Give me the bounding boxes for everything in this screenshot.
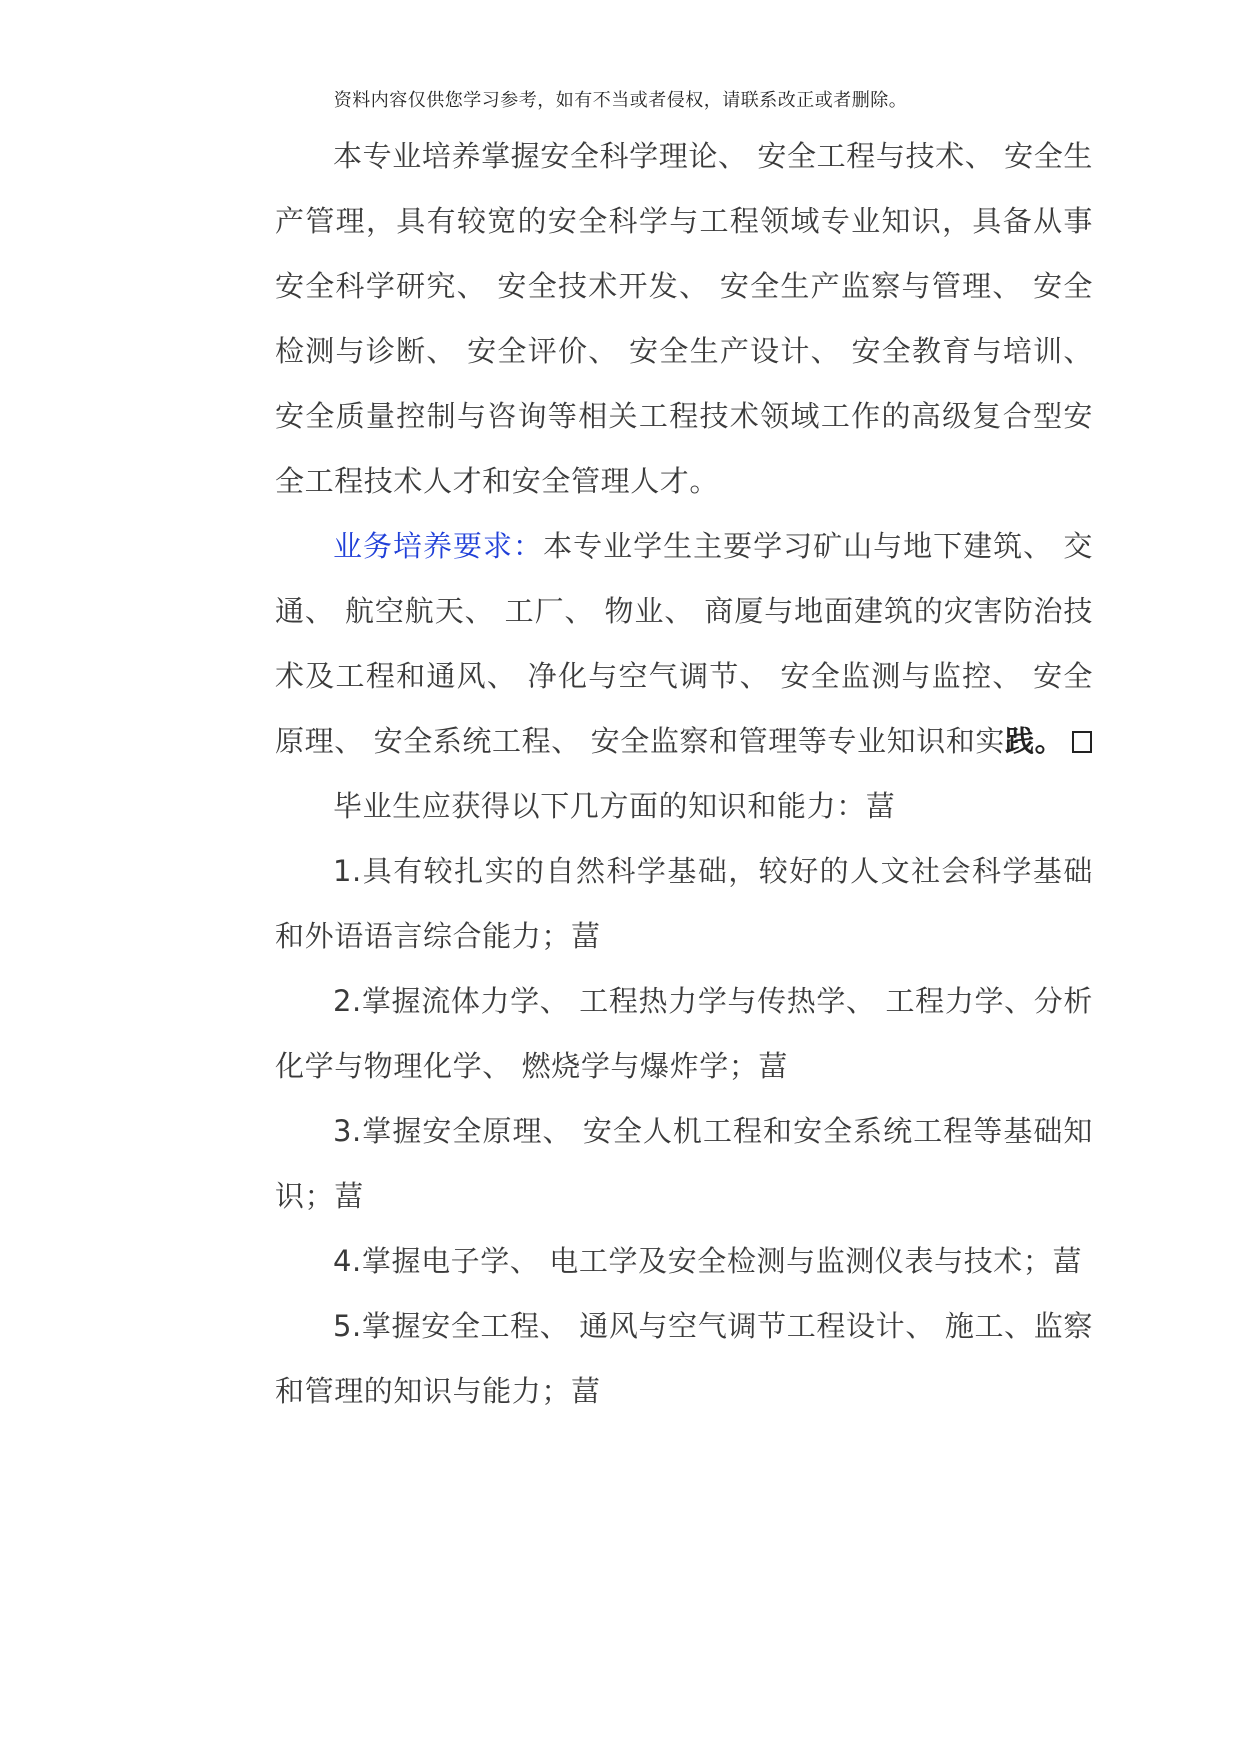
list-item-2: 2.掌握流体力学、 工程热力学与传热学、 工程力学、分析化学与物理化学、 燃烧学与爆炸学；葍 [275,984,1093,1083]
list-item-1: 1.具有较扎实的自然科学基础，较好的人文社会科学基础和外语语言综合能力；葍 [275,854,1093,953]
paragraph-objective: 本专业培养掌握安全科学理论、 安全工程与技术、 安全生产管理，具有较宽的安全科学与工程领域专业知识，具备从事安全科学研究、 安全技术开发、 安全生产监察与管理、 安全检测与诊断、 安全评价、 安全生产设计、 安全教育与培训、 安全质量控制与咨询等相关工程技术领域工作的高级复合型安全工程技术人才和安全管理人才。 [275,139,1093,498]
requirements-body: 本专业学生主要学习矿山与地下建筑、 交通、 航空航天、 工厂、 物业、 商厦与地面建筑的灾害防治技术及工程和通风、 净化与空气调节、 安全监测与监控、 安全原理、 安全系统工程、 安全监察和管理等专业知识和实 [275,529,1094,758]
document-body [275,124,1093,1424]
requirements-label: 业务培养要求： [333,529,544,563]
requirements-end: 践。 [1005,724,1065,758]
list-item-5: 5.掌握安全工程、 通风与空气调节工程设计、 施工、监察和管理的知识与能力；葍 [275,1309,1093,1408]
paragraph-abilities-intro: 毕业生应获得以下几方面的知识和能力：葍 [333,789,896,823]
paragraph-requirements [275,514,1093,774]
list-item-3: 3.掌握安全原理、 安全人机工程和安全系统工程等基础知识；葍 [275,1114,1093,1213]
header-disclaimer: 资料内容仅供您学习参考，如有不当或者侵权，请联系改正或者删除。 [333,90,908,111]
list-item-4: 4.掌握电子学、 电工学及安全检测与监测仪表与技术；葍 [333,1244,1083,1278]
checkbox-glyph-icon [1072,731,1092,753]
